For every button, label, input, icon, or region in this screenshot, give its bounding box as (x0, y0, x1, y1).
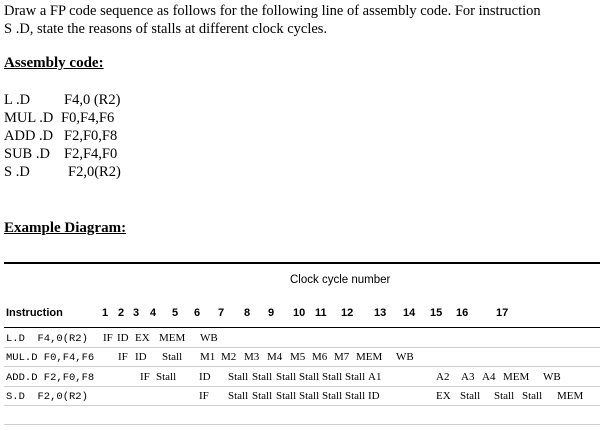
cycle-header-4: 4 (150, 307, 157, 319)
pipeline-stage-cell: EX (436, 390, 451, 402)
assembly-heading: Assembly code: (4, 55, 104, 71)
asm-ops-3: F2,F0,F8 (64, 128, 118, 144)
pipeline-stage-cell: MEM (356, 351, 383, 363)
asm-ops-4: F2,F4,F0 (64, 146, 118, 162)
pipeline-stage-cell: Stall (228, 371, 249, 383)
pipeline-stage-cell: Stall (322, 390, 343, 402)
asm-ops-1: F4,0 (R2) (64, 92, 121, 108)
pipeline-stage-cell: Stall (522, 390, 543, 402)
asm-instr-5: S .D (4, 164, 30, 180)
cycle-header-7: 7 (218, 307, 225, 319)
cycle-header-1: 1 (102, 307, 109, 319)
pipeline-stage-cell: IF (118, 351, 128, 363)
pipeline-stage-cell: Stall (276, 390, 297, 402)
pipeline-stage-cell: Stall (494, 390, 515, 402)
pipeline-stage-cell: Stall (156, 371, 177, 383)
cycle-header-17: 17 (496, 307, 509, 319)
example-heading: Example Diagram: (4, 220, 127, 236)
cycle-header-8: 8 (244, 307, 251, 319)
pipeline-stage-cell: Stall (252, 371, 273, 383)
pipeline-stage-cell: WB (396, 351, 414, 363)
pipeline-stage-cell: M7 (334, 351, 350, 363)
row-divider (4, 405, 600, 406)
pipeline-stage-cell: ID (135, 351, 147, 363)
cycle-header-11: 11 (315, 307, 327, 319)
asm-instr-4: SUB .D (4, 146, 50, 162)
cycle-header-9: 9 (268, 307, 275, 319)
pipeline-diagram (4, 262, 600, 430)
pipeline-stage-cell: WB (543, 371, 561, 383)
pipeline-stage-cell: A1 (368, 371, 382, 383)
pipeline-stage-cell: MEM (557, 390, 584, 402)
pipeline-stage-cell: IF (199, 390, 209, 402)
pipeline-stage-cell: Stall (162, 351, 183, 363)
pipeline-stage-cell: Stall (228, 390, 249, 402)
cycle-header-14: 14 (403, 307, 416, 319)
row-divider (4, 347, 600, 348)
pipeline-stage-cell: ID (117, 332, 129, 344)
pipeline-stage-cell: Stall (460, 390, 481, 402)
pipeline-stage-cell: A4 (482, 371, 496, 383)
row-instruction-label: L.D F4,0(R2) (6, 333, 88, 345)
cycle-header-2: 2 (118, 307, 125, 319)
row-divider (4, 366, 600, 367)
pipeline-stage-cell: Stall (276, 371, 297, 383)
pipeline-stage-cell: M4 (267, 351, 283, 363)
cycle-header-10: 10 (293, 307, 306, 319)
pipeline-stage-cell: M6 (312, 351, 328, 363)
pipeline-stage-cell: MEM (503, 371, 530, 383)
table-top-rule (4, 262, 600, 264)
table-bottom-rule (4, 424, 600, 425)
cycle-header-12: 12 (341, 307, 354, 319)
pipeline-stage-cell: A2 (436, 371, 450, 383)
clock-cycle-caption: Clock cycle number (290, 274, 391, 286)
pipeline-stage-cell: Stall (345, 371, 366, 383)
asm-instr-1: L .D (4, 92, 31, 108)
pipeline-stage-cell: M3 (244, 351, 260, 363)
pipeline-stage-cell: EX (135, 332, 150, 344)
cycle-header-16: 16 (456, 307, 469, 319)
pipeline-stage-cell: Stall (252, 390, 273, 402)
row-instruction-label: MUL.D F0,F4,F6 (6, 352, 95, 364)
cycle-header-5: 5 (172, 307, 179, 319)
asm-ops-2: F0,F4,F6 (61, 110, 115, 126)
pipeline-stage-cell: IF (140, 371, 150, 383)
question-line-2: S .D, state the reasons of stalls at different clock cycles. (4, 21, 328, 37)
question-line-1: Draw a FP code sequence as follows for the following line of assembly code. For instruction (4, 3, 541, 19)
row-instruction-label: ADD.D F2,F0,F8 (6, 372, 95, 384)
pipeline-stage-cell: Stall (299, 371, 320, 383)
pipeline-stage-cell: MEM (159, 332, 186, 344)
pipeline-stage-cell: Stall (322, 371, 343, 383)
asm-instr-2: MUL .D (4, 110, 54, 126)
pipeline-stage-cell: Stall (345, 390, 366, 402)
instruction-header: Instruction (6, 307, 63, 319)
row-instruction-label: S.D F2,0(R2) (6, 391, 88, 403)
pipeline-stage-cell: WB (200, 332, 218, 344)
row-divider (4, 386, 600, 387)
pipeline-stage-cell: M1 (200, 351, 216, 363)
question-text (4, 2, 541, 38)
pipeline-stage-cell: IF (103, 332, 113, 344)
pipeline-stage-cell: ID (199, 371, 211, 383)
pipeline-stage-cell: ID (368, 390, 380, 402)
cycle-header-15: 15 (430, 307, 443, 319)
cycle-header-6: 6 (194, 307, 201, 319)
pipeline-stage-cell: Stall (299, 390, 320, 402)
table-header-rule (4, 327, 600, 328)
cycle-header-3: 3 (133, 307, 140, 319)
pipeline-stage-cell: M5 (290, 351, 306, 363)
pipeline-stage-cell: M2 (221, 351, 237, 363)
cycle-header-13: 13 (374, 307, 387, 319)
pipeline-stage-cell: A3 (461, 371, 475, 383)
asm-ops-5: F2,0(R2) (68, 164, 121, 180)
asm-instr-3: ADD .D (4, 128, 54, 144)
